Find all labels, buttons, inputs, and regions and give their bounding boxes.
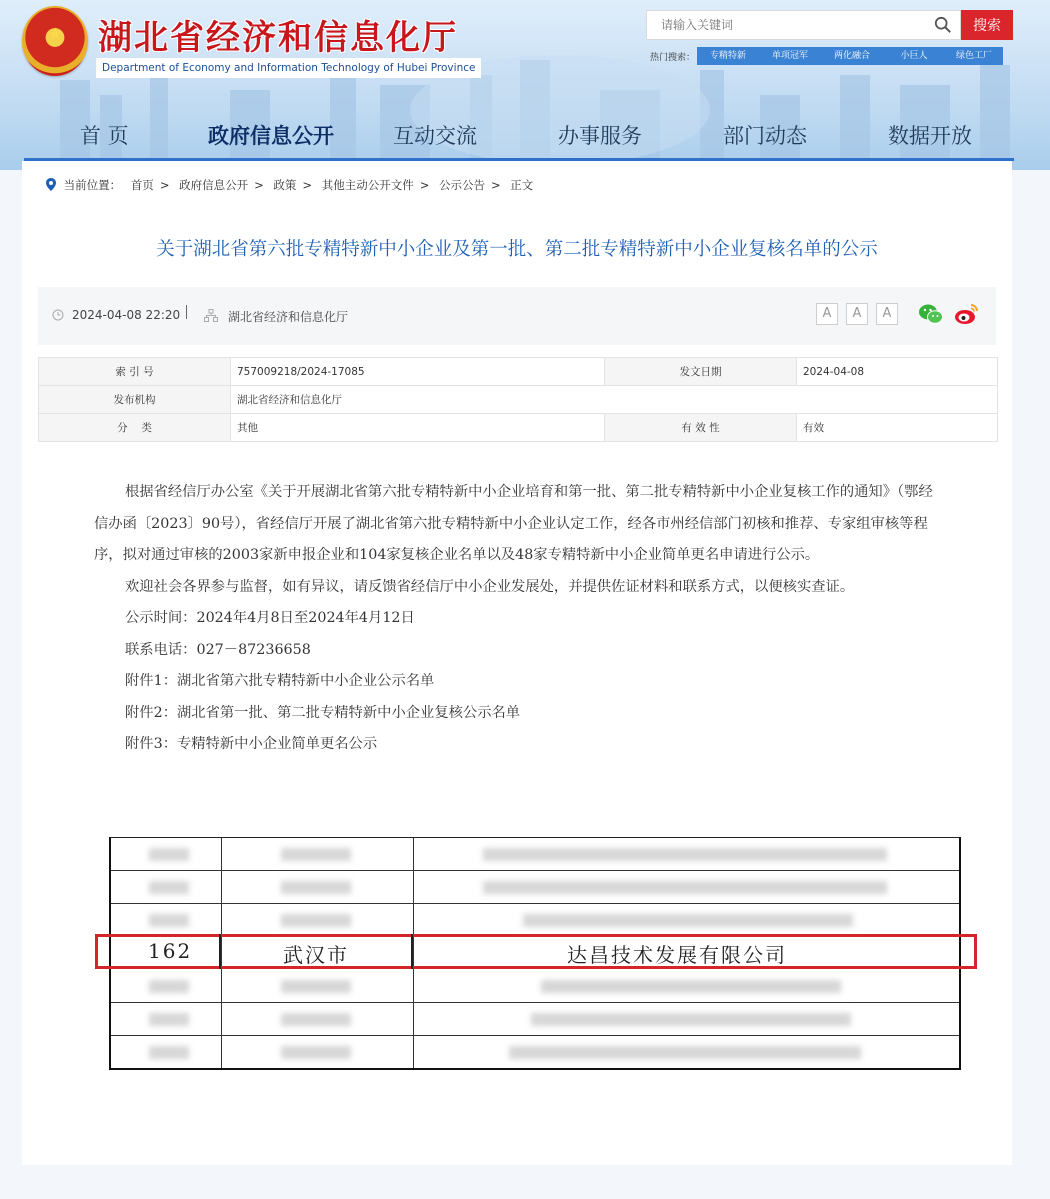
content-panel — [22, 161, 1012, 1165]
site-subtitle: Department of Economy and Information Technology of Hubei Province — [96, 58, 481, 78]
row-city: 武汉市 — [283, 943, 349, 967]
site-title: 湖北省经济和信息化厅 — [98, 18, 458, 58]
search-box — [646, 10, 961, 40]
hot-tag[interactable]: 专精特新 — [697, 47, 759, 65]
blurred-row — [111, 904, 959, 937]
font-large-button[interactable]: A — [816, 303, 838, 325]
breadcrumb-sep: > — [254, 178, 264, 192]
breadcrumb-item[interactable]: 政策 — [273, 178, 297, 192]
breadcrumb-sep: > — [491, 178, 501, 192]
publish-source: 湖北省经济和信息化厅 — [228, 310, 349, 324]
contact-phone: 联系电话：027－87236658 — [125, 641, 311, 658]
info-value: 其他 — [231, 414, 605, 442]
body-paragraph: 根据省经信厅办公室《关于开展湖北省第六批专精特新中小企业培育和第一批、第二批专精特新中小企业复核工作的通知》（鄂经信办函〔2023〕90号），省经信厅开展了湖北省第六批专精特新中小企业认定工作，经各市州经信部门初核和推荐、专家组审核等程序，拟对通过审核的2003家新申报企业和104家复核企业名单以及48家专精特新中小企业简单更名申请进行公示。 — [94, 484, 933, 563]
attachment-link[interactable]: 附件2：湖北省第一批、第二批专精特新中小企业复核公示名单 — [125, 704, 521, 721]
blurred-row — [111, 970, 959, 1003]
attachment-link[interactable]: 附件1：湖北省第六批专精特新中小企业公示名单 — [125, 673, 435, 689]
info-label: 分 类 — [39, 414, 231, 442]
info-label: 索 引 号 — [39, 358, 231, 386]
search-input[interactable] — [647, 11, 917, 39]
blurred-row — [111, 1036, 959, 1069]
search-icon[interactable] — [934, 16, 952, 34]
nav-services[interactable]: 办事服务 — [558, 124, 642, 148]
attachment-link[interactable]: 附件3：专精特新中小企业简单更名公示 — [125, 736, 378, 752]
info-label: 发文日期 — [605, 358, 797, 386]
info-value: 2024-04-08 — [797, 358, 998, 386]
article-body — [94, 477, 946, 761]
row-number: 162 — [148, 939, 193, 963]
wechat-share-icon[interactable] — [918, 302, 944, 326]
breadcrumb-item[interactable]: 其他主动公开文件 — [321, 178, 414, 192]
org-icon — [204, 309, 218, 322]
info-value: 有效 — [797, 414, 998, 442]
site-header — [0, 0, 1050, 170]
location-pin-icon — [46, 178, 56, 191]
notice-period: 公示时间：2024年4月8日至2024年4月12日 — [125, 610, 415, 626]
blurred-row — [111, 1003, 959, 1036]
breadcrumb-item: 正文 — [510, 178, 534, 192]
nav-dept-news[interactable]: 部门动态 — [723, 124, 807, 148]
font-small-button[interactable]: A — [876, 303, 898, 325]
publish-time: 2024-04-08 22:20 — [72, 308, 181, 322]
row-company: 达昌技术发展有限公司 — [567, 943, 787, 967]
highlighted-row-box — [95, 934, 977, 969]
info-value: 湖北省经济和信息化厅 — [231, 386, 998, 414]
breadcrumb-item[interactable]: 首页 — [130, 178, 154, 192]
breadcrumb-label: 当前位置： — [63, 178, 122, 192]
breadcrumb-sep: > — [302, 178, 313, 192]
body-paragraph: 欢迎社会各界参与监督，如有异议，请反馈省经信厅中小企业发展处，并提供佐证材料和联系方式，以便核实查证。 — [125, 578, 855, 595]
info-label: 有 效 性 — [605, 414, 797, 442]
clock-icon — [52, 309, 64, 321]
hot-tag[interactable]: 绿色工厂 — [945, 47, 1003, 65]
weibo-share-icon[interactable] — [954, 302, 980, 326]
nav-gov-info[interactable]: 政府信息公开 — [208, 124, 334, 148]
article-title: 关于湖北省第六批专精特新中小企业及第一批、第二批专精特新中小企业复核名单的公示 — [156, 239, 878, 260]
breadcrumb-item[interactable]: 政府信息公开 — [179, 178, 249, 192]
nav-interaction[interactable]: 互动交流 — [393, 124, 477, 148]
info-value: 757009218/2024-17085 — [231, 358, 605, 386]
info-label: 发布机构 — [39, 386, 231, 414]
breadcrumb — [46, 177, 539, 193]
blurred-row — [111, 838, 959, 871]
font-medium-button[interactable]: A — [846, 303, 868, 325]
hot-tag[interactable]: 两化融合 — [821, 47, 883, 65]
article-info-table — [38, 357, 998, 442]
hot-search-label: 热门搜索： — [650, 53, 696, 63]
hot-tag[interactable]: 小巨人 — [883, 47, 945, 65]
breadcrumb-item[interactable]: 公示公告 — [439, 178, 485, 192]
nav-data-open[interactable]: 数据开放 — [888, 124, 972, 148]
hot-tag[interactable]: 单项冠军 — [759, 47, 821, 65]
search-button[interactable]: 搜索 — [961, 10, 1013, 40]
article-meta-bar — [38, 287, 996, 345]
national-emblem-icon: ★ — [22, 6, 88, 76]
nav-home[interactable]: 首 页 — [80, 124, 129, 148]
blurred-row — [111, 871, 959, 904]
table-column-divider — [219, 934, 221, 969]
main-nav — [0, 116, 1050, 156]
breadcrumb-sep: > — [159, 178, 170, 192]
table-column-divider — [411, 934, 413, 969]
breadcrumb-sep: > — [419, 178, 430, 192]
meta-divider — [186, 305, 187, 319]
